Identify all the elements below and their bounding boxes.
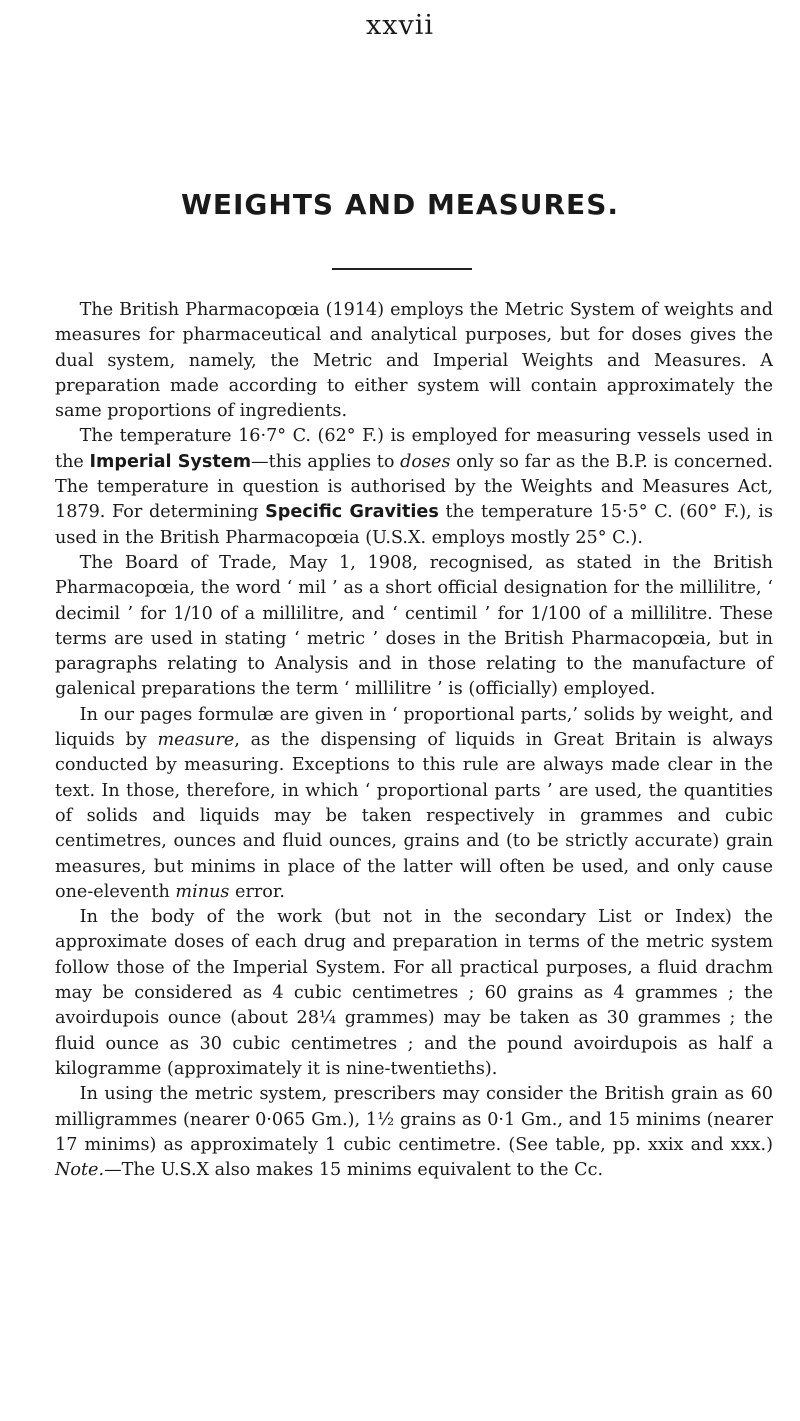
text-run: —The U.S.X also makes 15 minims equivalent to the Cc.: [104, 1160, 604, 1181]
text-run: In our pages formulæ are given in ‘ proportional parts,’ solids by weight, and liquids by: [55, 704, 773, 751]
paragraph-metric-system: The British Pharmacopœia (1914) employs the Metric System of weights and measures for pharmaceutical and analytical purposes, but for doses gives the dual system, namely, the Metric and Imperial Weights and Measures. A preparation made according to either system will contain approximately the same proportions of ingredients.: [55, 300, 773, 422]
emphasis-note: Note.: [55, 1160, 105, 1181]
emphasis-minus: minus: [175, 881, 230, 902]
page-title: WEIGHTS AND MEASURES.: [180, 188, 619, 221]
page-number: xxvii: [366, 10, 434, 41]
paragraph-board-of-trade: The Board of Trade, May 1, 1908, recognised, as stated in the British Pharmacopœia, the word ‘ mil ’ as a short official designation for the millilitre, ‘ decimil ’ for 1/10 of a millilitre, and ‘ centimil ’ for 1/100 of a millilitre. These terms are used in stating ‘ metric ’ doses in the British Pharmacopœia, but in paragraphs relating to Analysis and in those relating to the manufacture of galenical preparations the term ‘ millilitre ’ is (officially) employed.: [55, 552, 773, 700]
paragraph-metric-prescribing: [55, 1082, 773, 1183]
emphasis-measure: measure: [157, 730, 235, 751]
text-run: , as the dispensing of liquids in Great Britain is always conducted by measuring. Exceptions to this rule are always made clear in the text. In those, therefore, in which ‘ proportional parts ’ are used, the quantities of solids and liquids may be taken respectively in grammes and cubic centimetres, ounces and fluid ounces, grains and (to be strictly accurate) grain measures, but minims in place of the latter will often be used, and only cause one-eleventh: [55, 730, 774, 902]
paragraph-formulae: [55, 703, 773, 905]
text-run: only so far as the B.P. is concerned. The temperature in question is authorised by the Weights and Measures Act, 1879. For determining: [55, 451, 773, 523]
text-run: The temperature 16·7° C. (62° F.) is employed for measuring vessels used in the: [55, 426, 773, 472]
text-run: In using the metric system, prescribers may consider the British grain as 60 milligrammes (nearer 0·065 Gm.), 1½ grains as 0·1 Gm., and 15 minims (nearer 17 minims) as approximately 1 cubic centimetre. (See table, pp. xxix and xxx.): [55, 1084, 773, 1155]
paragraph-approximate-doses: In the body of the work (but not in the secondary List or Index) the approximate doses of each drug and preparation in terms of the metric system follow those of the Imperial System. For all practical purposes, a fluid drachm may be considered as 4 cubic centimetres ; 60 grains as 4 grammes ; the avoirdupois ounce (about 28¼ grammes) may be taken as 30 grammes ; the fluid ounce as 30 cubic centimetres ; and the pound avoirdupois as half a kilogramme (approximately it is nine-twentieths).: [55, 907, 773, 1079]
text-run: error.: [229, 881, 285, 902]
emphasis-imperial-system: Imperial System: [89, 451, 252, 472]
emphasis-specific-gravities: Specific Gravities: [265, 502, 439, 523]
paragraph-temperature: [55, 424, 773, 550]
text-run: the temperature 15·5° C. (60° F.), is used in the British Pharmacopœia (U.S.X. employs mostly 25° C.).: [55, 502, 773, 548]
text-run: —this applies to: [251, 451, 401, 472]
title-divider: [332, 268, 472, 270]
article-body: [55, 298, 773, 1183]
emphasis-doses: doses: [400, 451, 451, 472]
